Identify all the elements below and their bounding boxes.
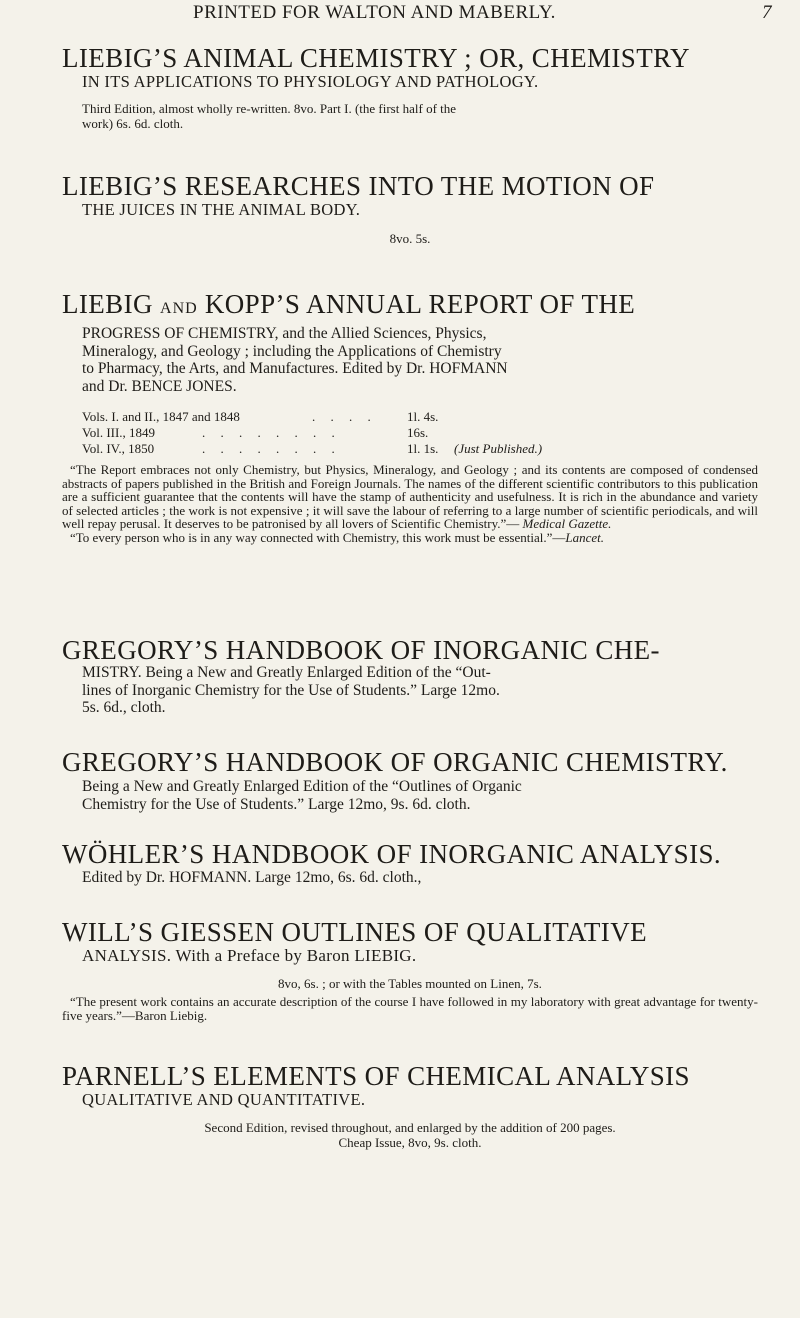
volume-label: Vol. IV., 1850	[82, 441, 155, 456]
entry-heading: PARNELL’S ELEMENTS OF CHEMICAL ANALYSIS	[62, 1061, 690, 1091]
volume-price: 1l. 4s.	[407, 409, 439, 424]
entry-line: Being a New and Greatly Enlarged Edition of the “Outlines of Organic	[82, 778, 522, 795]
heading-part: LIEBIG	[62, 289, 153, 319]
entry-heading: LIEBIG’S ANIMAL CHEMISTRY ; OR, CHEMISTRY	[62, 43, 690, 73]
entry-will-giessen	[62, 918, 758, 1022]
entry-line: Edited by Dr. HOFMANN. Large 12mo, 6s. 6d. cloth.,	[82, 869, 422, 886]
leader-dots: . . . . . . . .	[202, 425, 341, 440]
review-quote	[62, 463, 758, 531]
entry-heading: LIEBIG’S RESEARCHES INTO THE MOTION OF	[62, 171, 655, 201]
volume-label: Vol. III., 1849	[82, 425, 156, 440]
leader-dots: . . . . . . . .	[202, 441, 341, 456]
entry-heading: WILL’S GIESSEN OUTLINES OF QUALITATIVE	[62, 917, 647, 947]
quote-text: “The Report embraces not only Chemistry, but Physics, Mineralogy, and Geology ; and its contents are composed of condensed abstracts of papers published in the British and Foreign Journals. The names of the different scientific contributors to this publication are a sufficient guarantee that the contents will have the stamp of authenticity and usefulness. It is rich in the abundance and variety of selected articles ; the work is not expensive ; it will save the labour of referring to a large number of scientific periodicals, and will well repay perusal. It deserves to be patronised by all lovers of Scientific Chemistry.”—	[62, 462, 758, 531]
entry-heading	[62, 290, 758, 323]
volume-list	[62, 409, 758, 457]
volume-row	[82, 441, 758, 457]
page-number: 7	[762, 2, 772, 23]
entry-liebig-kopp-report	[62, 290, 758, 544]
entry-heading: WÖHLER’S HANDBOOK OF INORGANIC ANALYSIS.	[62, 839, 722, 869]
entry-line: PROGRESS OF CHEMISTRY, and the Allied Sciences, Physics,	[82, 325, 487, 342]
volume-price: 16s.	[407, 425, 429, 440]
entry-line: and Dr. BENCE JONES.	[82, 377, 237, 395]
quote-text: “To every person who is in any way connected with Chemistry, this work must be essential.”—	[70, 529, 566, 545]
entry-parnell	[62, 1062, 758, 1150]
entry-line: Mineralogy, and Geology ; including the Applications of Chemistry	[82, 342, 502, 360]
entry-line: lines of Inorganic Chemistry for the Use of Students.” Large 12mo.	[82, 681, 500, 699]
review-quote: “The present work contains an accurate description of the course I have followed in my laboratory with great advantage for twenty-five years.”—Baron Liebig.	[62, 994, 758, 1023]
review-quote	[62, 531, 758, 545]
volume-row	[82, 409, 758, 425]
volume-label: Vols. I. and II., 1847 and 1848	[82, 409, 240, 424]
entry-detail: work) 6s. 6d. cloth.	[82, 116, 184, 131]
entry-liebig-researches	[62, 172, 758, 246]
entry-subheading: ANALYSIS. With a Preface by Baron LIEBIG.	[82, 946, 417, 965]
entry-wohler	[62, 840, 758, 887]
entry-price: 8vo. 5s.	[389, 231, 431, 246]
heading-part: KOPP’S ANNUAL REPORT OF THE	[204, 289, 636, 319]
entry-subheading: QUALITATIVE AND QUANTITATIVE.	[82, 1090, 366, 1109]
quote-source: Medical Gazette.	[522, 516, 612, 531]
heading-connector: AND	[160, 300, 198, 317]
quote-source: Lancet.	[565, 529, 605, 545]
entry-line: 5s. 6d., cloth.	[82, 699, 166, 716]
volume-row	[82, 425, 758, 441]
entry-line: Cheap Issue, 8vo, 9s. cloth.	[338, 1135, 482, 1150]
entry-line: MISTRY. Being a New and Greatly Enlarged Edition of the “Out-	[82, 664, 491, 681]
entry-price: 8vo, 6s. ; or with the Tables mounted on Linen, 7s.	[278, 976, 542, 991]
leader-dots: . . . .	[312, 409, 377, 424]
entry-liebig-animal-chemistry	[62, 44, 758, 131]
entry-detail: Third Edition, almost wholly re-written. 8vo. Part I. (the first half of the	[82, 101, 457, 116]
entry-line: to Pharmacy, the Arts, and Manufactures. Edited by Dr. HOFMANN	[82, 360, 508, 377]
entry-heading: GREGORY’S HANDBOOK OF INORGANIC CHE-	[62, 635, 660, 665]
entry-subheading: THE JUICES IN THE ANIMAL BODY.	[82, 200, 361, 219]
entry-gregory-organic	[62, 748, 758, 813]
volume-note: (Just Published.)	[454, 441, 543, 456]
header-title: PRINTED FOR WALTON AND MABERLY.	[193, 2, 556, 23]
entry-gregory-inorganic	[62, 636, 758, 717]
entry-line: Second Edition, revised throughout, and enlarged by the addition of 200 pages.	[204, 1120, 616, 1135]
entry-subheading: IN ITS APPLICATIONS TO PHYSIOLOGY AND PATHOLOGY.	[82, 72, 539, 91]
entry-line: Chemistry for the Use of Students.” Large 12mo, 9s. 6d. cloth.	[82, 795, 471, 813]
volume-price: 1l. 1s.	[407, 441, 439, 456]
entry-heading: GREGORY’S HANDBOOK OF ORGANIC CHEMISTRY.	[62, 747, 728, 777]
